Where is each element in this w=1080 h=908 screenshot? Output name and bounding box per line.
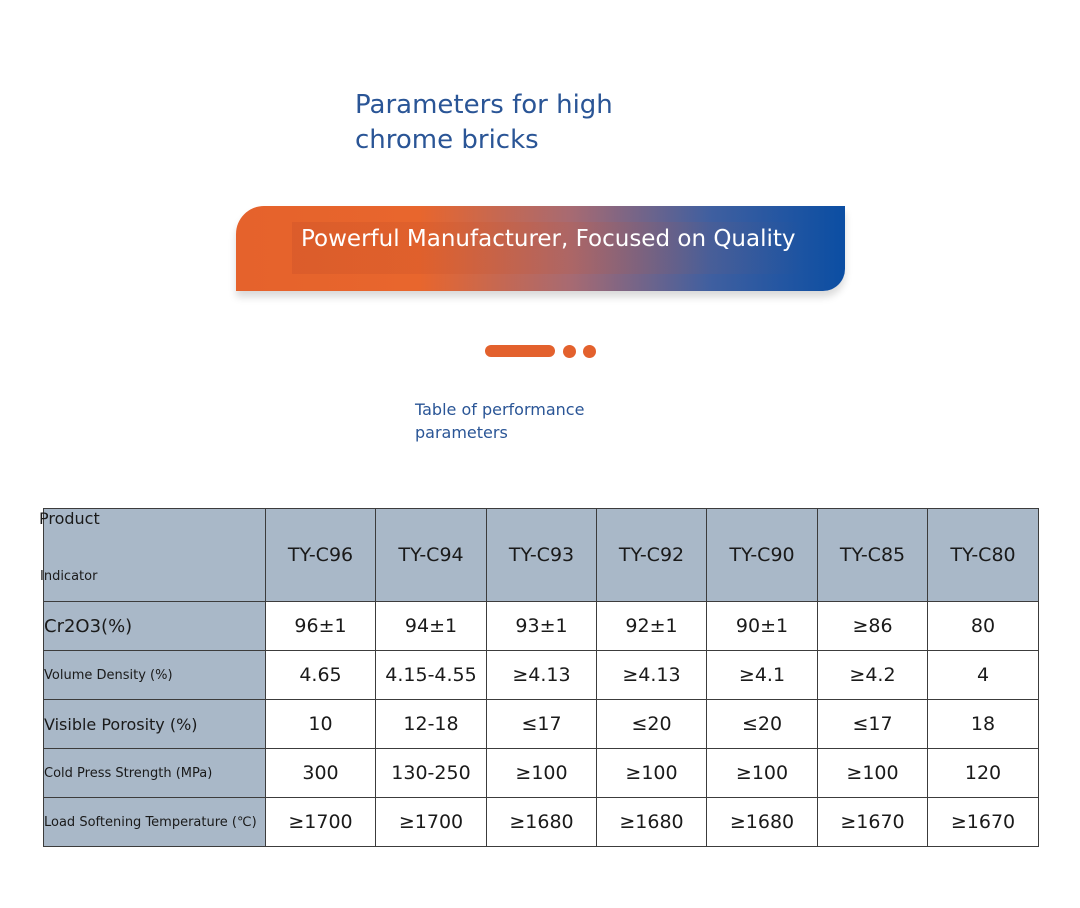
table-cell: 4.65 [266,651,376,700]
table-cell: ≤17 [487,700,597,749]
corner-product-label: Product [39,509,100,528]
indicator-label: Volume Density (%) [44,651,266,700]
table-cell: ≥4.2 [818,651,928,700]
table-cell: ≥100 [818,749,928,798]
table-cell: ≥100 [487,749,597,798]
page-title: Parameters for high chrome bricks [355,90,613,155]
indicator-label: Cold Press Strength (MPa) [44,749,266,798]
table-cell: 94±1 [376,602,487,651]
table-row [44,602,1039,651]
section-title: Table of performance parameters [415,400,585,442]
table-cell: 80 [928,602,1039,651]
banner [236,206,845,291]
table-cell: 92±1 [597,602,707,651]
table-cell: ≥1700 [266,798,376,847]
product-header: TY-C85 [818,509,928,602]
table-corner-cell [39,509,266,602]
table-cell: 130-250 [376,749,487,798]
table-cell: ≥1680 [487,798,597,847]
product-header: TY-C94 [376,509,487,602]
product-header: TY-C90 [707,509,818,602]
product-header: TY-C93 [487,509,597,602]
table-cell: ≥1680 [707,798,818,847]
table-cell: 18 [928,700,1039,749]
table-header-row [44,509,1039,602]
table-cell: ≥1680 [597,798,707,847]
table-row [44,798,1039,847]
table-cell: 4.15-4.55 [376,651,487,700]
product-header: TY-C96 [266,509,376,602]
table-cell: ≥86 [818,602,928,651]
table-cell: 10 [266,700,376,749]
table-cell: 300 [266,749,376,798]
product-header: TY-C92 [597,509,707,602]
product-header: TY-C80 [928,509,1039,602]
table-cell: ≥4.1 [707,651,818,700]
corner-indicator-label: Indicator [40,569,98,584]
table-cell: ≥4.13 [597,651,707,700]
table-cell: ≤17 [818,700,928,749]
parameters-table [39,508,1039,847]
table-row [44,700,1039,749]
banner-text: Powerful Manufacturer, Focused on Quality [292,222,806,274]
table-cell: ≥1670 [928,798,1039,847]
table-row [44,651,1039,700]
table-cell: ≥1670 [818,798,928,847]
table-cell: ≤20 [597,700,707,749]
indicator-label: Load Softening Temperature (℃) [44,798,266,847]
table-cell: 93±1 [487,602,597,651]
table-cell: ≥100 [707,749,818,798]
table-cell: ≥4.13 [487,651,597,700]
dot-shape [583,345,596,358]
table-cell: 96±1 [266,602,376,651]
table-cell: ≥100 [597,749,707,798]
table-cell: ≤20 [707,700,818,749]
dot-shape [563,345,576,358]
table-cell: 4 [928,651,1039,700]
dot-bar-shape [485,345,555,357]
table-cell: ≥1700 [376,798,487,847]
table-cell: 120 [928,749,1039,798]
table-cell: 90±1 [707,602,818,651]
indicator-label: Visible Porosity (%) [44,700,266,749]
indicator-label: Cr2O3(%) [44,602,266,651]
table-row [44,749,1039,798]
table-cell: 12-18 [376,700,487,749]
